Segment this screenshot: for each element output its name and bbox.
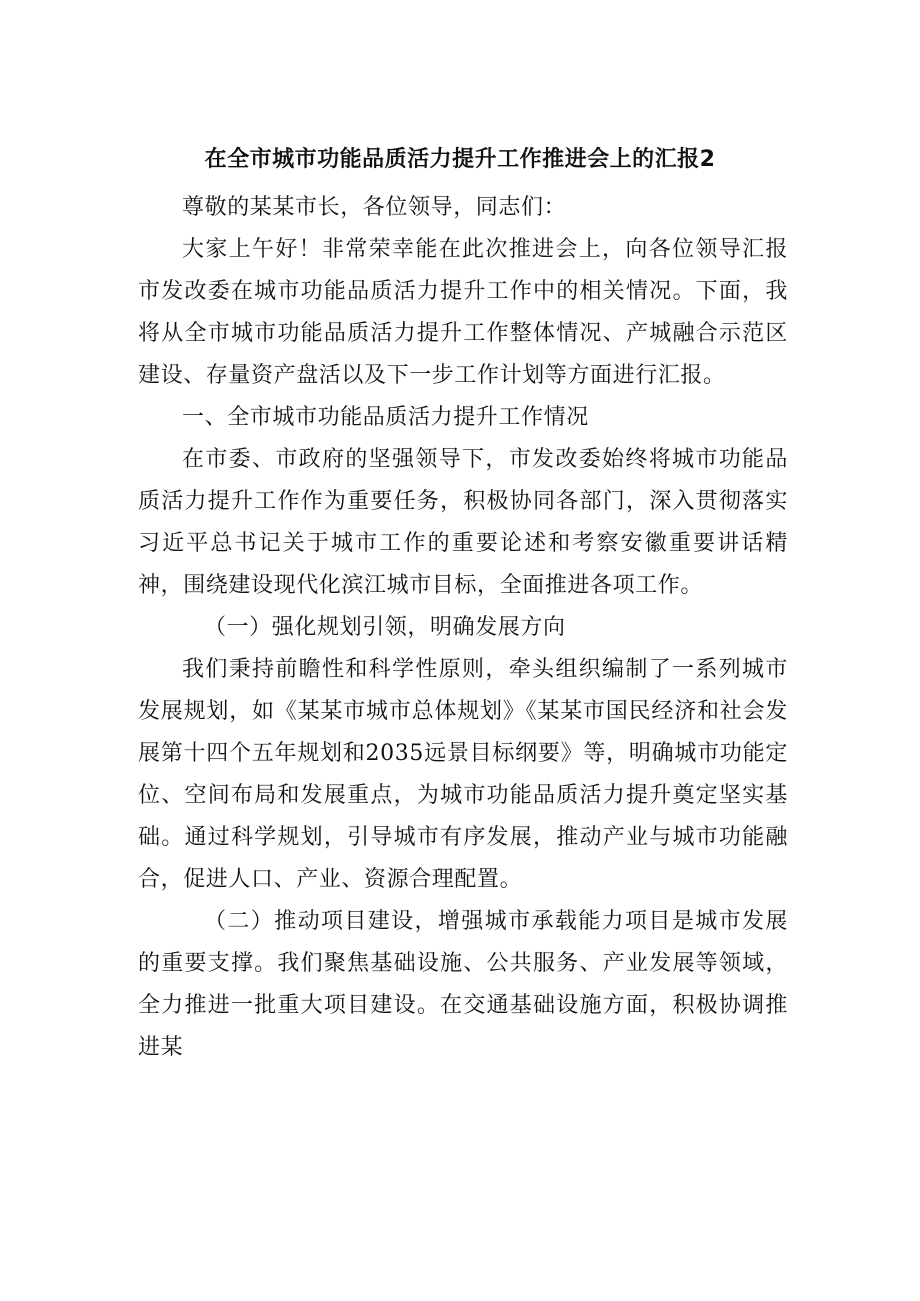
- document-title: 在全市城市功能品质活力提升工作推进会上的汇报2: [204, 147, 716, 172]
- salutation: 尊敬的某某市长，各位领导，同志们：: [182, 195, 567, 220]
- subsection-heading-1: （一）强化规划引领，明确发展方向: [204, 615, 566, 640]
- document-body: [138, 187, 788, 1069]
- intro-paragraph: 大家上午好！非常荣幸能在此次推进会上，向各位领导汇报市发改委在城市功能品质活力提升工作中的相关情况。下面，我将从全市城市功能品质活力提升工作整体情况、产城融合示范区建设、存量资产盘活以及下一步工作计划等方面进行汇报。: [138, 237, 788, 388]
- body-paragraph-1: 在市委、市政府的坚强领导下，市发改委始终将城市功能品质活力提升工作作为重要任务，积极协同各部门，深入贯彻落实习近平总书记关于城市工作的重要论述和考察安徽重要讲话精神，围绕建设现代化滨江城市目标，全面推进各项工作。: [138, 447, 788, 598]
- subsection-paragraph-2: （二）推动项目建设，增强城市承载能力项目是城市发展的重要支撑。我们聚焦基础设施、公共服务、产业发展等领域，全力推进一批重大项目建设。在交通基础设施方面，积极协调推进某: [138, 909, 788, 1060]
- body-paragraph-2: 我们秉持前瞻性和科学性原则，牵头组织编制了一系列城市发展规划，如《某某市城市总体规划》《某某市国民经济和社会发展第十四个五年规划和2035远景目标纲要》等，明确城市功能定位、空间布局和发展重点，为城市功能品质活力提升奠定坚实基础。通过科学规划，引导城市有序发展，推动产业与城市功能融合，促进人口、产业、资源合理配置。: [138, 657, 788, 892]
- section-heading-1: 一、全市城市功能品质活力提升工作情况: [182, 405, 589, 430]
